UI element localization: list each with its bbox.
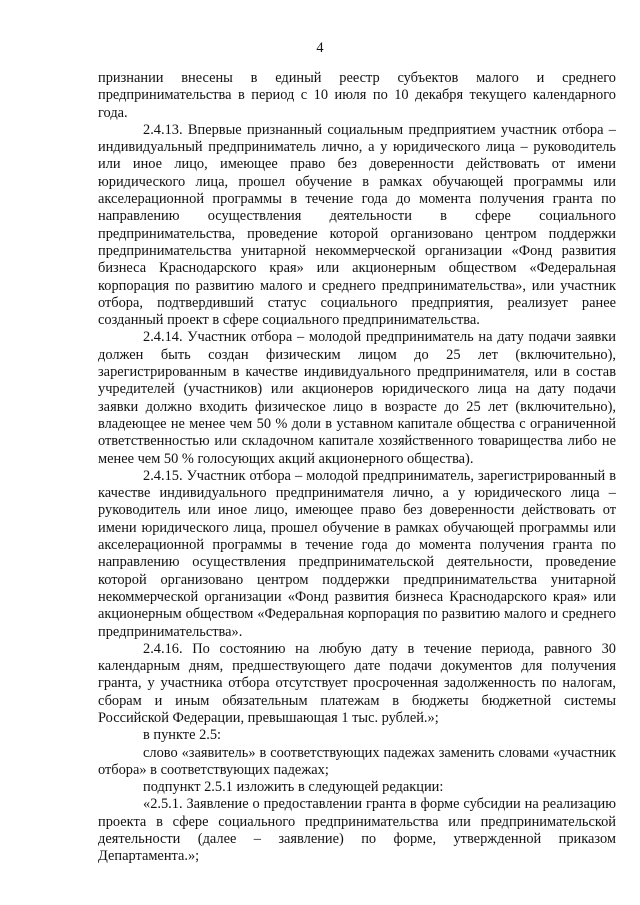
paragraph-2-4-15: 2.4.15. Участник отбора – молодой предприниматель, зарегистрированный в качестве индивидуального предпринимателя лично, а у юридического лица – руководитель или иное лицо, имеющее право без доверенности действовать от имени юридического лица, прошел обучение в рамках обучающей программы или акселерационной программы в течение года до момента получения гранта по направлению осуществления предпринимательской деятельности, проведение которой организовано центром поддержки предпринимательства унитарной некоммерческой организации «Фонд развития бизнеса Краснодарского края» или акционерным обществом «Федеральная корпорация по развитию малого и среднего предпринимательства». <box>98 467 616 640</box>
paragraph-continuation: признании внесены в единый реестр субъектов малого и среднего предпринимательства в период с 10 июля по 10 декабря текущего календарного года. <box>98 70 616 121</box>
paragraph-subclause-2-5-1-intro: подпункт 2.5.1 изложить в следующей редакции: <box>143 779 444 796</box>
paragraph-2-4-13: 2.4.13. Впервые признанный социальным предприятием участник отбора – индивидуальный предприниматель лично, а у юридического лица – руководитель или иное лицо, имеющее право без доверенности действовать от имени юридического лица, прошел обучение в рамках обучающей программы или акселерационной программы в течение года до момента получения гранта по направлению осуществления деятельности в сфере социального предпринимательства, проведение которой организовано центром поддержки предпринимательства унитарной некоммерческой организации «Фонд развития бизнеса Краснодарского края» или акционерным обществом «Федеральная корпорация по развитию малого и среднего предпринимательства», или участник отбора, подтвердивший статус социального предприятия, реализует ранее созданный проект в сфере социального предпринимательства. <box>98 121 616 329</box>
paragraph-2-5-1: «2.5.1. Заявление о предоставлении гранта в форме субсидии на реализацию проекта в сфере социального предпринимательства или предпринимательской деятельности (далее – заявление) по форме, утвержденной приказом Департамента.»; <box>98 796 616 865</box>
paragraph-word-replacement: слово «заявитель» в соответствующих падежах заменить словами «участник отбора» в соответствующих падежах; <box>98 744 616 778</box>
paragraph-in-clause-2-5: в пункте 2.5: <box>143 727 222 744</box>
document-body <box>98 70 616 866</box>
page-number: 4 <box>316 40 324 56</box>
paragraph-2-4-14: 2.4.14. Участник отбора – молодой предприниматель на дату подачи заявки должен быть создан физическим лицом до 25 лет (включительно), зарегистрированным в качестве индивидуального предпринимателя, или в состав учредителей (участников) или акционеров юридического лица на дату подачи заявки должно входить физическое лицо в возрасте до 25 лет (включительно), владеющее не менее чем 50 % доли в уставном капитале общества с ограниченной ответственностью или складочном капитале хозяйственного товарищества либо не менее чем 50 % голосующих акций акционерного общества). <box>98 329 616 467</box>
paragraph-2-4-16: 2.4.16. По состоянию на любую дату в течение периода, равного 30 календарным дням, предшествующего дате подачи документов для получения гранта, у участника отбора отсутствует просроченная задолженность по налогам, сборам и иным обязательным платежам в бюджеты бюджетной системы Российской Федерации, превышающая 1 тыс. рублей.»; <box>98 640 616 726</box>
